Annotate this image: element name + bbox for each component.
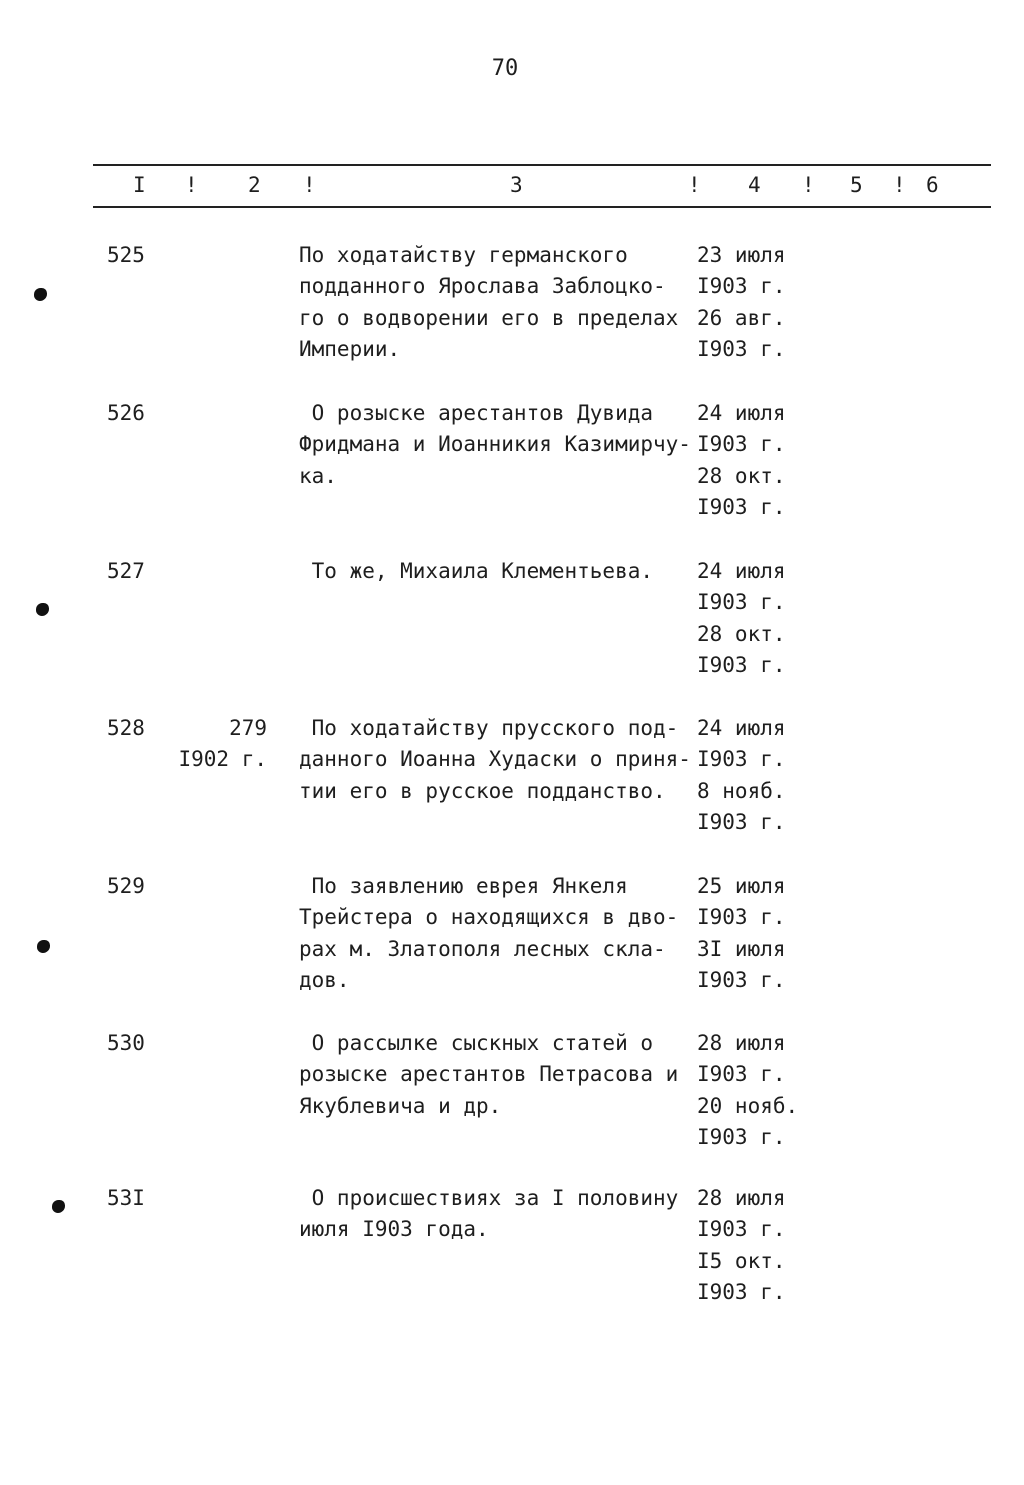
date-line: I903 г. — [697, 590, 786, 615]
description-line: июля I903 года. — [299, 1217, 489, 1242]
column-separator: ! — [893, 173, 906, 197]
entry-description — [299, 240, 694, 365]
column-header-2: 2 — [248, 173, 261, 197]
date-line: 25 июля — [697, 874, 786, 898]
reference-line: 279 — [229, 716, 267, 740]
column-separator: ! — [688, 173, 701, 197]
date-line: 24 июля — [697, 716, 786, 740]
description-line: тии его в русское подданство. — [299, 778, 666, 803]
description-line: То же, Михаила Клементьева. — [299, 559, 654, 583]
column-separator: ! — [303, 173, 316, 197]
date-line: I903 г. — [697, 1062, 786, 1087]
description-line: По ходатайству прусского под- — [299, 716, 679, 740]
date-line: 28 июля — [697, 1186, 786, 1210]
entry-dates — [697, 1183, 817, 1308]
ink-blot — [34, 288, 47, 301]
description-line: рах м. Златополя лесных скла- — [299, 936, 666, 961]
entry-description — [299, 713, 694, 807]
entry-description — [299, 398, 694, 492]
column-separator: ! — [802, 173, 815, 197]
date-line: 8 нояб. — [697, 778, 786, 803]
date-line: 24 июля — [697, 401, 786, 425]
entry-number: 530 — [107, 1031, 145, 1055]
description-line: О рассылке сыскных статей о — [299, 1031, 654, 1055]
entry-reference — [172, 713, 267, 776]
description-line: По заявлению еврея Янкеля — [299, 874, 628, 898]
description-line: По ходатайству германского — [299, 243, 628, 267]
entry-dates — [697, 871, 817, 996]
entry-number: 528 — [107, 716, 145, 740]
ink-blot — [36, 603, 49, 616]
date-line: I903 г. — [697, 274, 786, 299]
column-header-4: 4 — [748, 173, 761, 197]
date-line: 28 окт. — [697, 621, 786, 646]
description-line: О розыске арестантов Дувида — [299, 401, 654, 425]
description-line: розыске арестантов Петрасова и — [299, 1062, 679, 1087]
date-line: I5 окт. — [697, 1248, 786, 1273]
description-line: Трейстера о находящихся в дво- — [299, 905, 679, 930]
column-header-1: I — [133, 173, 146, 197]
column-header-5: 5 — [850, 173, 863, 197]
entry-number: 526 — [107, 401, 145, 425]
description-line: О происшествиях за I половину — [299, 1186, 679, 1210]
date-line: 3I июля — [697, 936, 786, 961]
description-line: дов. — [299, 967, 350, 992]
entry-dates — [697, 713, 817, 838]
entry-number: 529 — [107, 874, 145, 898]
date-line: 26 авг. — [697, 305, 786, 330]
date-line: I903 г. — [697, 905, 786, 930]
description-line: Фридмана и Иоанникия Казимирчу- — [299, 432, 691, 457]
entry-description — [299, 1183, 694, 1246]
reference-line: I902 г. — [178, 747, 267, 772]
entry-dates — [697, 398, 817, 523]
date-line: 28 июля — [697, 1031, 786, 1055]
description-line: Империи. — [299, 336, 401, 361]
ink-blot — [37, 940, 50, 953]
column-separator: ! — [185, 173, 198, 197]
date-line: 24 июля — [697, 559, 786, 583]
description-line: ка. — [299, 463, 337, 488]
date-line: I903 г. — [697, 1124, 786, 1149]
date-line: I903 г. — [697, 809, 786, 834]
entry-description — [299, 1028, 694, 1122]
date-line: I903 г. — [697, 1279, 786, 1304]
date-line: I903 г. — [697, 747, 786, 772]
description-line: Якублевича и др. — [299, 1093, 502, 1118]
ink-blot — [52, 1200, 65, 1213]
header-bottom-rule — [93, 206, 991, 208]
column-header-3: 3 — [510, 173, 523, 197]
page-number: 70 — [491, 56, 519, 81]
date-line: 28 окт. — [697, 463, 786, 488]
entry-description — [299, 871, 694, 996]
description-line: подданного Ярослава Заблоцко- — [299, 274, 666, 299]
entry-number: 525 — [107, 243, 145, 267]
column-header-6: 6 — [926, 173, 939, 197]
date-line: 23 июля — [697, 243, 786, 267]
description-line: го о водворении его в пределах — [299, 305, 679, 330]
date-line: I903 г. — [697, 336, 786, 361]
date-line: I903 г. — [697, 967, 786, 992]
entry-number: 53I — [107, 1186, 145, 1210]
entry-number: 527 — [107, 559, 145, 583]
date-line: I903 г. — [697, 1217, 786, 1242]
date-line: 20 нояб. — [697, 1093, 799, 1118]
date-line: I903 г. — [697, 652, 786, 677]
description-line: данного Иоанна Худаски о приня- — [299, 747, 691, 772]
date-line: I903 г. — [697, 432, 786, 457]
header-top-rule — [93, 164, 991, 166]
entry-dates — [697, 240, 817, 365]
entry-dates — [697, 556, 817, 681]
date-line: I903 г. — [697, 494, 786, 519]
entry-description — [299, 556, 694, 587]
entry-dates — [697, 1028, 817, 1153]
